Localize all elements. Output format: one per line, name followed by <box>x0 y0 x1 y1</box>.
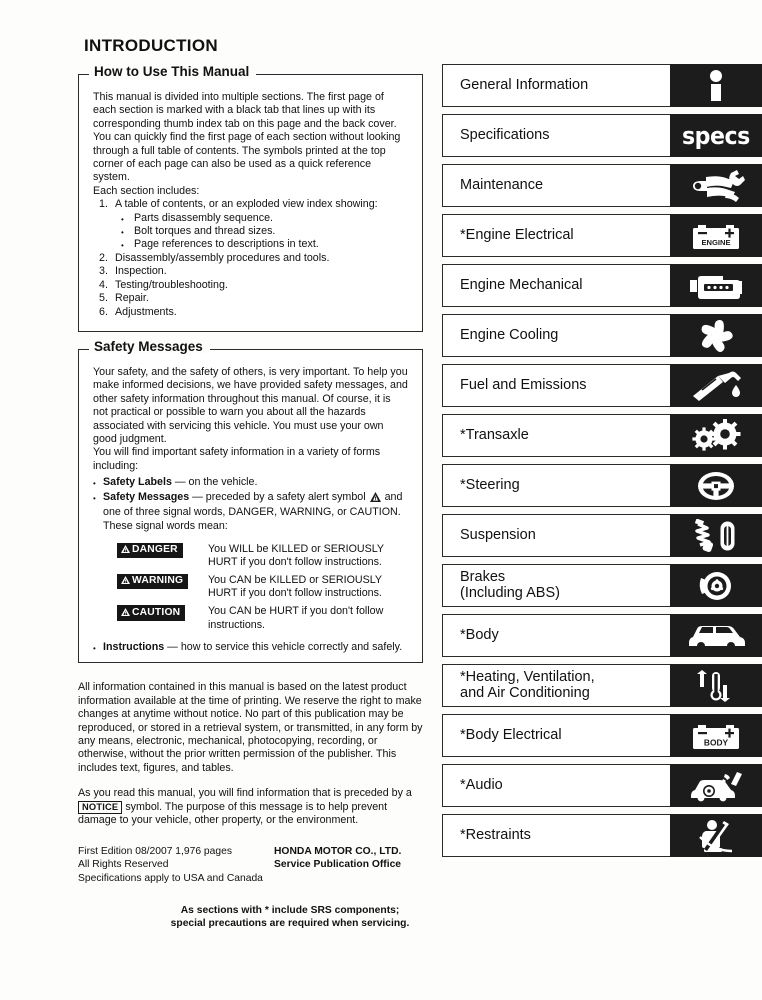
tab-label-line-2: and Air Conditioning <box>460 684 590 701</box>
tab-engine-electrical[interactable] <box>442 214 762 257</box>
status-badge-danger <box>117 543 183 559</box>
list-text: Inspection. <box>115 265 167 278</box>
safety-paragraph-2: You will find important safety information in a variety of forms including: <box>93 446 381 472</box>
safety-alert-triangle-icon <box>370 492 381 507</box>
bullet-safety-messages <box>93 491 408 637</box>
tab-audio[interactable] <box>442 764 762 807</box>
legal-para2-post: symbol. The purpose of this message is to help prevent damage to your vehicle, other property, or the environment. <box>78 800 388 826</box>
legal-paragraph-2 <box>78 787 423 827</box>
list-item <box>93 265 408 278</box>
specs-word-text: specs <box>682 121 750 150</box>
left-column <box>78 36 423 839</box>
list-marker: 1. <box>99 198 108 211</box>
tab-label: *Restraints <box>442 814 670 857</box>
safety-bullets <box>93 476 408 654</box>
footer-left <box>78 845 274 885</box>
tab-label: Suspension <box>442 514 670 557</box>
tab-suspension[interactable] <box>442 514 762 557</box>
alert-triangle-icon <box>121 576 130 587</box>
tab-label: Maintenance <box>442 164 670 207</box>
list-item <box>93 306 408 319</box>
specs-word-icon <box>670 114 762 157</box>
bullet-text-cont: and one of three signal words, DANGER, WARNING, or CAUTION. These signal words mean: <box>103 490 403 532</box>
list-marker: 3. <box>99 265 108 278</box>
footer-office: Service Publication Office <box>274 859 402 871</box>
tab-label-line-2: (Including ABS) <box>460 584 560 601</box>
srs-note-line-1: As sections with * include SRS components; <box>180 904 400 916</box>
status-badge-caution <box>117 605 185 621</box>
table-row <box>117 574 408 605</box>
table-row <box>117 543 408 574</box>
signal-words-table <box>117 543 408 637</box>
hvac-thermometer-icon <box>670 664 762 707</box>
footer-specs-region: Specifications apply to USA and Canada <box>78 872 263 884</box>
steering-wheel-icon <box>670 464 762 507</box>
tab-restraints[interactable] <box>442 814 762 857</box>
each-section-label: Each section includes: <box>93 184 200 197</box>
list-item <box>93 198 408 252</box>
list-marker: 4. <box>99 278 108 291</box>
list-marker: 5. <box>99 292 108 305</box>
table-row <box>117 605 408 636</box>
list-item <box>115 225 408 238</box>
battery-icon-text: BODY <box>703 737 729 747</box>
tab-label: Engine Cooling <box>442 314 670 357</box>
list-text: Parts disassembly sequence. <box>134 211 274 224</box>
tab-label-line-1: Brakes <box>460 569 506 585</box>
footer-rights: All Rights Reserved <box>78 859 169 871</box>
list-item <box>93 292 408 305</box>
safety-paragraph-1: Your safety, and the safety of others, is very important. To help you make informed decisions, we have provided safety messages, and other safety information throughout this manual. Of course, it is not practical or possible to warn you about all the hazards associated with servicing this vehicle. You must use your own good judgment. <box>93 365 408 445</box>
tab-body[interactable] <box>442 614 762 657</box>
car-antenna-icon <box>670 764 762 807</box>
alert-triangle-icon <box>121 545 130 556</box>
fuel-nozzle-icon <box>670 364 762 407</box>
how-to-use-box <box>78 64 423 332</box>
list-text: A table of contents, or an exploded view index showing: <box>115 198 378 211</box>
signal-word: CAUTION <box>132 606 181 618</box>
signal-word: DANGER <box>132 544 178 556</box>
safety-messages-box <box>78 338 423 663</box>
bullet-label: Safety Messages <box>103 490 190 503</box>
cooling-fan-icon <box>670 314 762 357</box>
list-text: Disassembly/assembly procedures and tools. <box>115 251 330 264</box>
list-text: Testing/troubleshooting. <box>115 278 228 291</box>
bullet-safety-labels <box>93 476 408 490</box>
how-to-use-legend: How to Use This Manual <box>89 64 256 79</box>
tab-label: *Steering <box>442 464 670 507</box>
list-item <box>93 252 408 265</box>
tab-label: Engine Mechanical <box>442 264 670 307</box>
signal-badge-cell <box>117 605 199 636</box>
tab-engine-cooling[interactable] <box>442 314 762 357</box>
tab-label: *Body Electrical <box>442 714 670 757</box>
srs-note <box>78 904 428 931</box>
tab-label: *Body <box>442 614 670 657</box>
list-item <box>93 279 408 292</box>
battery-engine-icon <box>670 214 762 257</box>
legal-para2-pre: As you read this manual, you will find information that is preceded by a <box>78 787 412 800</box>
signal-badge-cell <box>117 543 199 574</box>
tab-label: *Transaxle <box>442 414 670 457</box>
tab-label: General Information <box>442 64 670 107</box>
battery-icon-text: ENGINE <box>701 237 731 247</box>
battery-body-icon <box>670 714 762 757</box>
footer-row <box>78 845 428 885</box>
tab-label: Specifications <box>442 114 670 157</box>
tab-label <box>442 564 670 607</box>
legal-paragraph-1: All information contained in this manual is based on the latest product information available at the time of printing. We reserve the right to make changes at anytime without notice. No part of this publication may be reproduced, or stored in a retrieval system, or transmitted, in any form by any means, electronic, mechanical, photocopying, recording, or otherwise, without the prior written permission of the publisher. This includes text, figures, and tables. <box>78 681 423 774</box>
tab-brakes[interactable] <box>442 564 762 607</box>
list-marker: 6. <box>99 305 108 318</box>
list-text: Page references to descriptions in text. <box>134 238 319 251</box>
tab-steering[interactable] <box>442 464 762 507</box>
legal-block <box>78 681 423 827</box>
bullet-text: — on the vehicle. <box>174 476 258 489</box>
tab-label: *Engine Electrical <box>442 214 670 257</box>
page-footer <box>78 845 428 931</box>
info-person-icon <box>670 64 762 107</box>
list-marker: 2. <box>99 251 108 264</box>
list-item <box>115 238 408 251</box>
list-text: Repair. <box>115 292 149 305</box>
gears-icon <box>670 414 762 457</box>
brake-disc-icon <box>670 564 762 607</box>
bullet-label: Safety Labels <box>103 476 172 489</box>
safety-messages-legend: Safety Messages <box>89 339 210 354</box>
thumb-index-tabs <box>442 64 762 864</box>
tab-specifications[interactable] <box>442 114 762 157</box>
hand-wrench-icon <box>670 164 762 207</box>
signal-desc: You CAN be HURT if you don't follow instructions. <box>208 605 384 631</box>
engine-block-icon <box>670 264 762 307</box>
page-title: INTRODUCTION <box>84 36 218 55</box>
signal-desc: You WILL be KILLED or SERIOUSLY HURT if you don't follow instructions. <box>208 542 384 568</box>
tab-heating-ventilation-air-conditioning[interactable] <box>442 664 762 707</box>
how-to-use-sublist <box>115 212 408 252</box>
tab-general-information[interactable] <box>442 64 762 107</box>
seatbelt-icon <box>670 814 762 857</box>
tab-label: Fuel and Emissions <box>442 364 670 407</box>
tab-label-line-1: *Heating, Ventilation, <box>460 669 595 685</box>
notice-symbol: NOTICE <box>78 801 122 814</box>
tab-fuel-and-emissions[interactable] <box>442 364 762 407</box>
list-text: Adjustments. <box>115 305 177 318</box>
signal-badge-cell <box>117 574 199 605</box>
bullet-text: — preceded by a safety alert symbol <box>192 490 366 503</box>
bullet-text: — how to service this vehicle correctly and safely. <box>167 640 403 653</box>
bullet-label: Instructions <box>103 640 165 653</box>
how-to-use-list <box>93 198 408 319</box>
tab-label <box>442 664 670 707</box>
tab-engine-mechanical[interactable] <box>442 264 762 307</box>
srs-note-line-2: special precautions are required when servicing. <box>170 918 410 930</box>
alert-triangle-icon <box>121 608 130 619</box>
list-text: Bolt torques and thread sizes. <box>134 225 276 238</box>
tab-body-electrical[interactable] <box>442 714 762 757</box>
footer-right <box>274 845 401 885</box>
tab-label: *Audio <box>442 764 670 807</box>
status-badge-warning <box>117 574 188 590</box>
footer-company: HONDA MOTOR CO., LTD. <box>274 846 402 857</box>
bullet-instructions <box>93 641 408 655</box>
tab-maintenance[interactable] <box>442 164 762 207</box>
car-body-icon <box>670 614 762 657</box>
list-item <box>115 212 408 225</box>
signal-word: WARNING <box>132 575 184 587</box>
signal-desc: You CAN be KILLED or SERIOUSLY HURT if you don't follow instructions. <box>208 573 382 600</box>
how-to-use-intro: This manual is divided into multiple sections. The first page of each section is marked with a black tab that lines up with its corresponding thumb index tab on this page and the back cover. You can quickly find the first page of each section without looking through a full table of contents. The symbols printed at the top corner of each page can also be used as a quick reference system. <box>93 91 401 184</box>
tab-transaxle[interactable] <box>442 414 762 457</box>
shock-absorber-icon <box>670 514 762 557</box>
footer-edition: First Edition 08/2007 1,976 pages <box>78 846 232 857</box>
